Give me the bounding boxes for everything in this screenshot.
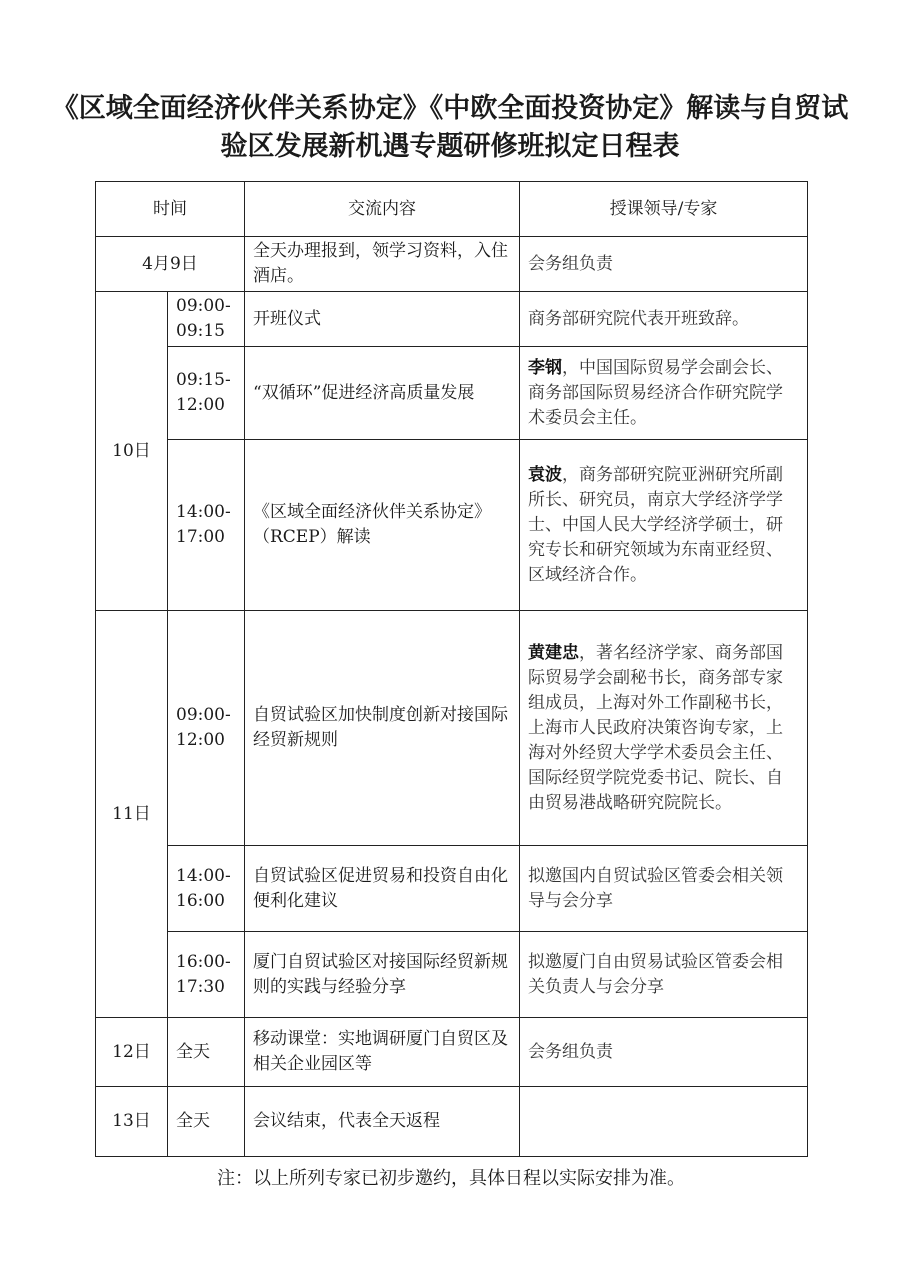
time-start: 14:00- [176,865,231,886]
time-start: 09:15- [176,370,231,390]
speaker-name: 黄建忠 [528,642,579,663]
row-day: 13日 [96,1087,168,1157]
row-content: 《区域全面经济伙伴关系协定》（RCEP）解读 [245,440,520,611]
row-speaker: 拟邀厦门自由贸易试验区管委会相关负责人与会分享 [520,932,808,1018]
speaker-name: 李钢 [528,357,562,378]
header-speaker: 授课领导/专家 [520,182,808,237]
row-time [168,292,245,347]
row-speaker [520,611,808,846]
row-speaker: 拟邀国内自贸试验区管委会相关领导与会分享 [520,846,808,932]
row-speaker [520,1087,808,1157]
row-speaker [520,440,808,611]
row-time [168,347,245,440]
row-time [168,932,245,1018]
row-content: 会议结束，代表全天返程 [245,1087,520,1157]
row-time [168,611,245,846]
header-row [96,182,808,237]
title-line-2: 验区发展新机遇专题研修班拟定日程表 [220,131,680,162]
row-content: 开班仪式 [245,292,520,347]
row-speaker [520,347,808,440]
row-time [168,440,245,611]
table-row [96,846,808,932]
row-content: “双循环”促进经济高质量发展 [245,347,520,440]
row-content: 移动课堂：实地调研厦门自贸区及相关企业园区等 [245,1018,520,1087]
time-end: 12:00 [176,395,225,415]
table-row [96,237,808,292]
row-date: 4月9日 [96,237,245,292]
title-line-1: 《区域全面经济伙伴关系协定》《中欧全面投资协定》解读与自贸试 [51,93,849,124]
row-speaker: 商务部研究院代表开班致辞。 [520,292,808,347]
table-row [96,440,808,611]
time-end: 17:00 [176,527,225,547]
row-speaker: 会务组负责 [520,1018,808,1087]
speaker-name: 袁波 [528,464,562,485]
time-end: 16:00 [176,890,225,911]
time-end: 17:30 [176,976,225,997]
row-day: 11日 [96,611,168,1018]
time-end: 09:15 [176,321,225,341]
speaker-bio: ，商务部研究院亚洲研究所副所长、研究员，南京大学经济学学士、中国人民大学经济学硕士，研究专长和研究领域为东南亚经贸、区域经济合作。 [528,464,783,585]
table-row [96,347,808,440]
table-row [96,292,808,347]
row-speaker: 会务组负责 [520,237,808,292]
time-end: 12:00 [176,730,225,750]
schedule-table [95,181,808,1157]
time-start: 09:00- [176,705,231,725]
speaker-bio: ，著名经济学家、商务部国际贸易学会副秘书长，商务部专家组成员，上海对外工作副秘书长，上海市人民政府决策咨询专家，上海对外经贸大学学术委员会主任、国际经贸学院党委书记、院长、自由贸易港战略研究院院长。 [528,642,783,813]
header-content: 交流内容 [245,182,520,237]
header-time: 时间 [96,182,245,237]
footnote: 注：以上所列专家已初步邀约，具体日程以实际安排为准。 [217,1168,685,1189]
row-content: 厦门自贸试验区对接国际经贸新规则的实践与经验分享 [245,932,520,1018]
row-day: 12日 [96,1018,168,1087]
row-content: 全天办理报到，领学习资料，入住酒店。 [245,237,520,292]
table-row [96,611,808,846]
row-time [168,846,245,932]
speaker-bio: ，中国国际贸易学会副会长、商务部国际贸易经济合作研究院学术委员会主任。 [528,357,783,428]
row-time: 全天 [168,1087,245,1157]
row-content: 自贸试验区促进贸易和投资自由化便利化建议 [245,846,520,932]
page-title [30,90,870,166]
time-start: 09:00- [176,296,231,316]
table-row [96,1018,808,1087]
table-row [96,932,808,1018]
time-start: 14:00- [176,502,231,522]
row-content: 自贸试验区加快制度创新对接国际经贸新规则 [245,611,520,846]
table-row [96,1087,808,1157]
row-day: 10日 [96,292,168,611]
row-time: 全天 [168,1018,245,1087]
time-start: 16:00- [176,951,231,972]
